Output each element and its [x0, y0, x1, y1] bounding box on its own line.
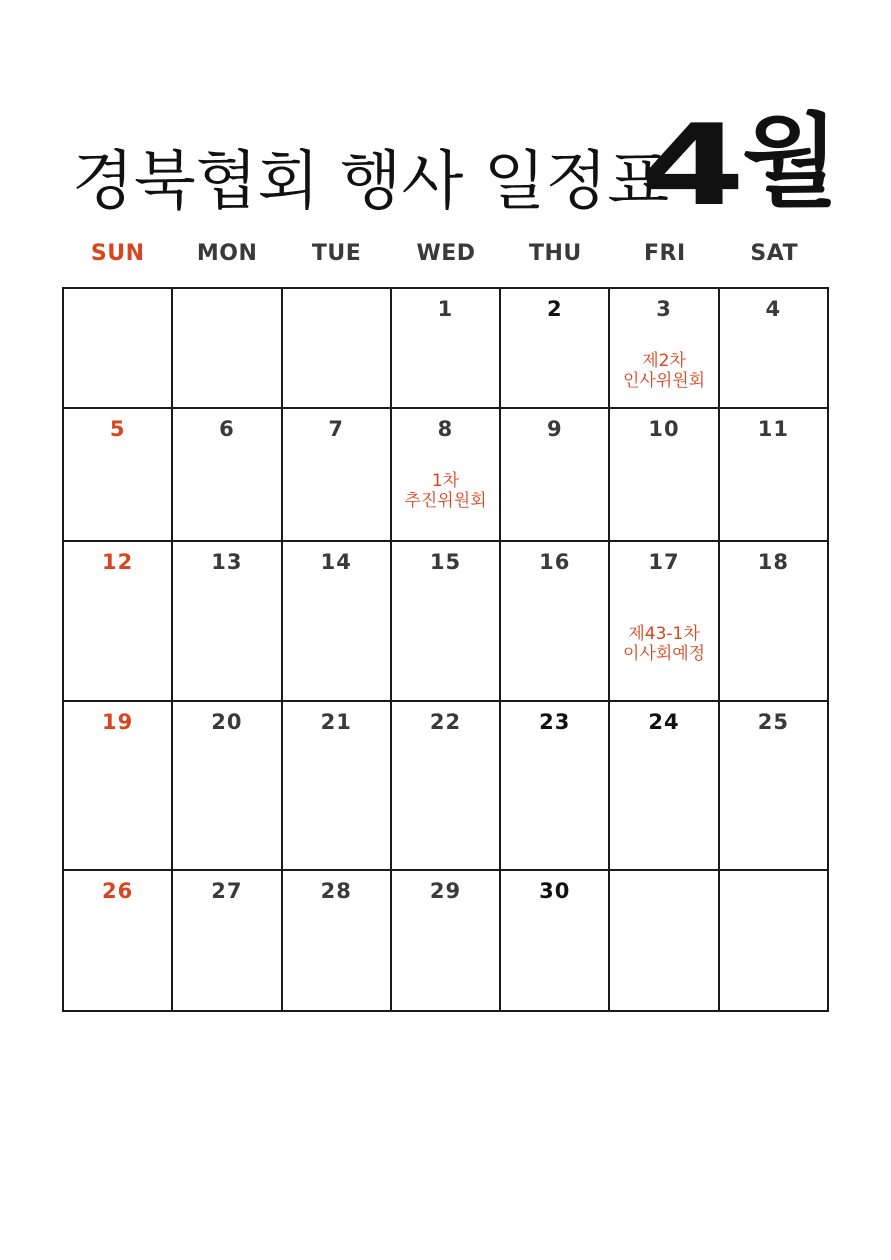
day-number: 20	[211, 710, 243, 734]
day-number: 21	[320, 710, 352, 734]
day-cell	[282, 408, 391, 541]
day-number: 25	[757, 710, 789, 734]
day-number: 6	[219, 417, 235, 441]
day-number: 17	[648, 550, 680, 574]
weekday-fri: FRI	[643, 241, 686, 266]
day-number: 24	[648, 710, 680, 734]
day-cell	[391, 408, 500, 541]
day-cell	[282, 701, 391, 870]
weekday-header	[63, 236, 829, 272]
page-title: 경북협회 행사 일정표	[72, 145, 670, 219]
day-cell	[172, 701, 281, 870]
day-cell	[63, 288, 172, 408]
month-number: 4	[640, 101, 746, 231]
day-number: 28	[320, 879, 352, 903]
day-number: 5	[109, 417, 126, 441]
weekday-wed: WED	[416, 241, 476, 266]
day-number: 29	[429, 879, 462, 903]
weekday-mon: MON	[196, 241, 258, 266]
day-cell	[391, 870, 500, 1011]
day-number: 2	[546, 297, 563, 321]
day-number: 30	[539, 879, 571, 903]
month-unit: 월	[742, 103, 839, 220]
day-number: 3	[656, 297, 672, 321]
day-cell	[500, 870, 609, 1011]
day-number: 9	[546, 417, 563, 441]
day-cell	[282, 288, 391, 408]
day-cell	[63, 870, 172, 1011]
day-number: 15	[429, 550, 462, 574]
day-cell	[500, 288, 609, 408]
calendar-grid	[62, 287, 829, 1012]
day-cell	[172, 408, 281, 541]
day-cell	[719, 541, 828, 701]
day-cell	[282, 870, 391, 1011]
weekday-sun: SUN	[90, 241, 145, 266]
day-cell	[719, 288, 828, 408]
day-cell	[391, 288, 500, 408]
weekday-tue: TUE	[311, 241, 362, 266]
day-cell	[609, 701, 718, 870]
day-number: 11	[757, 417, 789, 441]
day-cell	[63, 541, 172, 701]
week-row	[63, 701, 828, 870]
day-cell	[609, 288, 718, 408]
day-cell	[609, 408, 718, 541]
day-cell	[719, 408, 828, 541]
weekday-sat: SAT	[750, 241, 799, 266]
event-label: 제43-1차 이사회예정	[622, 624, 706, 664]
day-number: 13	[211, 550, 243, 574]
week-row	[63, 408, 828, 541]
day-number: 4	[765, 297, 782, 321]
day-cell	[609, 541, 718, 701]
day-cell	[391, 541, 500, 701]
weekday-thu: THU	[529, 241, 582, 266]
day-cell	[172, 870, 281, 1011]
day-number: 26	[102, 879, 134, 903]
day-number: 22	[429, 710, 462, 734]
day-cell	[63, 408, 172, 541]
day-number: 19	[102, 710, 134, 734]
day-cell	[719, 870, 828, 1011]
week-row	[63, 541, 828, 701]
day-number: 12	[102, 550, 134, 574]
day-cell	[282, 541, 391, 701]
event-label: 1차 추진위원회	[404, 471, 487, 511]
day-cell	[172, 288, 281, 408]
day-number: 16	[539, 550, 571, 574]
day-number: 14	[320, 550, 352, 574]
day-number: 18	[757, 550, 789, 574]
day-number: 7	[328, 417, 345, 441]
day-number: 27	[211, 879, 243, 903]
day-cell	[500, 541, 609, 701]
week-row	[63, 288, 828, 408]
day-number: 10	[648, 417, 680, 441]
day-cell	[609, 870, 718, 1011]
day-cell	[500, 408, 609, 541]
week-row	[63, 870, 828, 1011]
calendar-title	[0, 101, 891, 231]
day-cell	[719, 701, 828, 870]
day-number: 1	[437, 297, 454, 321]
day-cell	[391, 701, 500, 870]
day-cell	[63, 701, 172, 870]
day-cell	[500, 701, 609, 870]
day-cell	[172, 541, 281, 701]
day-number: 8	[437, 417, 454, 441]
day-number: 23	[539, 710, 571, 734]
event-label: 제2차 인사위원회	[622, 351, 706, 391]
